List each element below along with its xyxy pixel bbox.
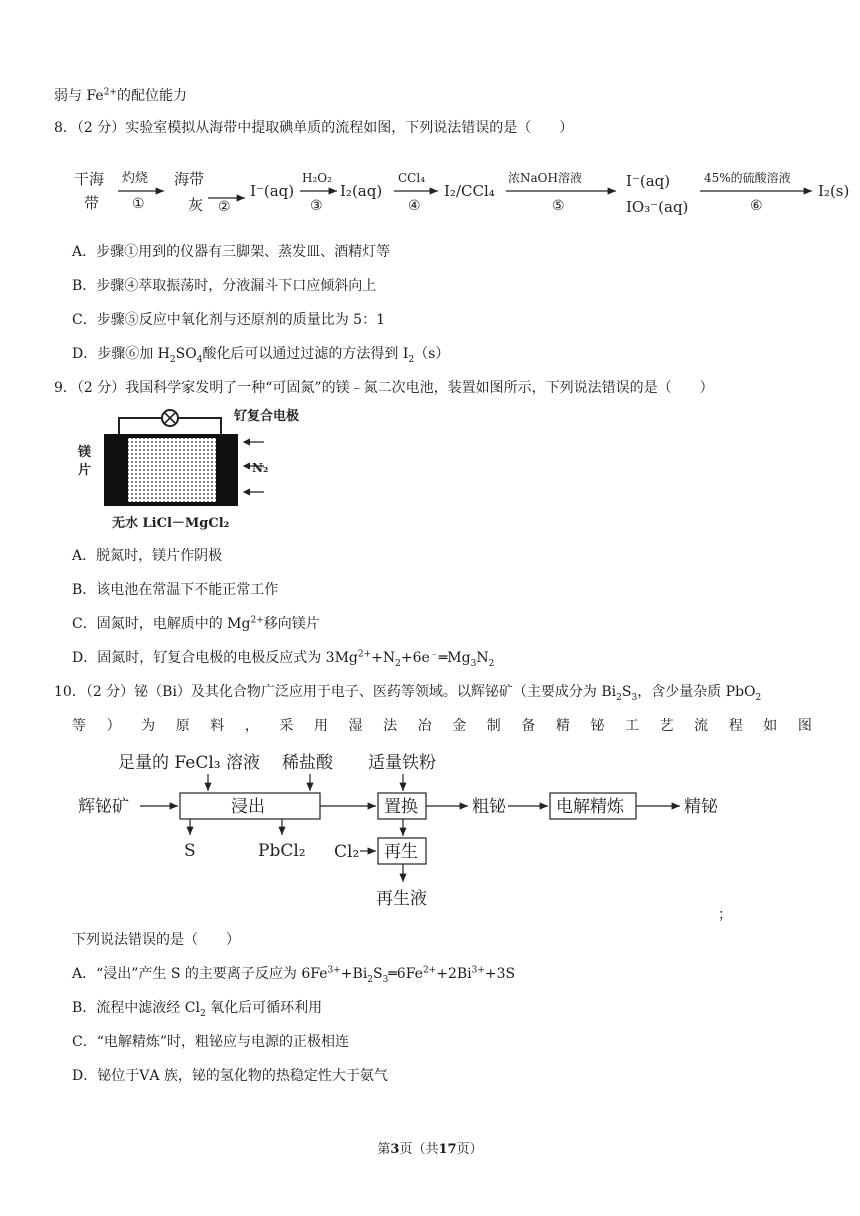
stem-word: 备 — [521, 718, 536, 734]
step6-num: ⑥ — [750, 198, 763, 214]
stem-word: 如 — [763, 718, 778, 734]
stem-word: 程 — [728, 718, 743, 734]
stem-word: 制 — [486, 718, 501, 734]
question-10-stem-1: 10．（2 分）铋（Bi）及其化合物广泛应用于电子、医药等领域。以辉铋矿（主要成分为 $Bi_2S_3$，含少量杂质 PbO$_2$ — [54, 684, 762, 703]
refine-label: 电解精炼 — [556, 797, 624, 817]
step3-num: ③ — [310, 198, 323, 214]
stem-word: 用 — [313, 718, 328, 734]
step5-num: ⑤ — [552, 198, 565, 214]
q10-option-c: C．“电解精炼”时，粗铋应与电源的正极相连 — [72, 1034, 350, 1050]
q9-option-a: A．脱氮时，镁片作阴极 — [72, 548, 223, 564]
step6-label: 45%的硫酸溶液 — [704, 171, 791, 185]
flow-iodine-aq: I₂(aq) — [340, 182, 383, 200]
q8-option-c: C．步骤⑤反应中氧化剂与还原剂的质量比为 5：1 — [72, 312, 385, 328]
regen-label: 再生 — [384, 842, 418, 862]
step1-label: 灼烧 — [122, 171, 149, 186]
iodine-extraction-flowchart — [70, 164, 860, 222]
stem-word: 等 — [72, 718, 86, 734]
stem-word: 艺 — [659, 718, 674, 734]
byproduct-pbcl2: PbCl₂ — [258, 841, 306, 861]
fine-bi: 精铋 — [684, 797, 718, 817]
step4-num: ④ — [408, 198, 421, 214]
continued-text: 弱与 $Fe^{2+}$的配位能力 — [54, 87, 187, 104]
replace-label: 置换 — [384, 797, 418, 817]
reagent-fe: 适量铁粉 — [368, 753, 436, 773]
electrolyte-label: 无水 LiCl－MgCl₂ — [112, 516, 230, 531]
leach-label: 浸出 — [231, 797, 265, 817]
step4-label: CCl₄ — [398, 171, 426, 185]
q10-option-d: D．铋位于ⅤA 族，铋的氢化物的热稳定性大于氨气 — [72, 1068, 388, 1084]
question-10-prompt: 下列说法错误的是（ ） — [72, 932, 240, 948]
stem-word: 金 — [452, 718, 467, 734]
reagent-hcl: 稀盐酸 — [282, 753, 333, 773]
stem-word: 为 — [141, 718, 156, 734]
electrolyte-region — [128, 438, 216, 502]
flow-mix-bottom: IO₃⁻(aq) — [626, 198, 689, 216]
stem-word: 法 — [383, 718, 398, 734]
step1-num: ① — [132, 196, 145, 212]
stem-word: 采 — [279, 718, 294, 734]
step3-label: H₂O₂ — [302, 171, 332, 185]
question-8-stem: 8．（2 分）实验室模拟从海带中提取碘单质的流程如图，下列说法错误的是（ ） — [54, 120, 574, 136]
mg-label-1: 镁 — [78, 445, 92, 460]
ore-label: 辉铋矿 — [78, 797, 129, 817]
flow-start-1: 干海 — [74, 170, 105, 188]
flow-mix-top: I⁻(aq) — [626, 172, 671, 190]
stem-word: 精 — [555, 718, 570, 734]
q8-option-b: B．步骤④萃取振荡时，分液漏斗下口应倾斜向上 — [72, 278, 377, 294]
stem-word: ） — [106, 718, 121, 734]
electrode-label: 钌复合电极 — [234, 409, 300, 424]
stem-word: 原 — [175, 718, 190, 734]
question-10-stem-2 — [72, 716, 812, 736]
flow-ash-1: 海带 — [174, 170, 205, 188]
q9-option-c: C．固氮时，电解质中的 $Mg^{2+}$移向镁片 — [72, 615, 320, 632]
stem-word: ， — [244, 718, 259, 734]
q10-option-b: B．流程中滤液经 $Cl_2$ 氧化后可循环利用 — [72, 1000, 323, 1019]
crude-bi: 粗铋 — [472, 797, 506, 817]
page-footer: 第3页（共17页） — [377, 1142, 483, 1157]
q9-option-d: D．固氮时，钌复合电极的电极反应式为 $3Mg^{2+}+N_2+6e^﹣═Mg_3N_2$ — [72, 649, 495, 669]
stem-word: 图 — [797, 718, 812, 734]
question-9-stem: 9．（2 分）我国科学家发明了一种“可固氮”的镁﹣氮二次电池，装置如图所示，下列说法错误的是（ ） — [54, 380, 714, 396]
q10-option-a: A．“浸出”产生 S 的主要离子反应为 $6Fe^{3+}+Bi_2S_3═6Fe^{2+}+2Bi^{3+}+3S$ — [72, 965, 516, 985]
stem-word: 冶 — [417, 718, 432, 734]
step5-label: 浓NaOH溶液 — [508, 171, 582, 185]
mg-n2-battery-diagram — [74, 404, 334, 534]
stem-word: 流 — [694, 718, 709, 734]
reagent-fecl3: 足量的 FeCl₃ 溶液 — [118, 753, 260, 773]
stem-word: 料 — [210, 718, 225, 734]
q8-option-a: A．步骤①用到的仪器有三脚架、蒸发皿、酒精灯等 — [72, 244, 391, 260]
q9-option-b: B．该电池在常温下不能正常工作 — [72, 582, 279, 598]
flow-final: I₂(s) — [818, 182, 850, 200]
byproduct-s: S — [184, 841, 196, 861]
stem-word: 铋 — [590, 718, 605, 734]
q8-option-d: D．步骤⑥加 $H_2SO_4$酸化后可以通过过滤的方法得到 $I_2(s)$ — [72, 346, 450, 365]
step2-num: ② — [218, 199, 231, 215]
cl2-label: Cl₂ — [334, 842, 360, 862]
regen-liquid: 再生液 — [376, 889, 427, 909]
flow-iodide: I⁻(aq) — [250, 182, 295, 200]
stem-word: 工 — [625, 718, 639, 734]
flow-iodine-ccl4: I₂/CCl₄ — [444, 182, 495, 200]
mg-label-2: 片 — [78, 463, 92, 478]
flow-ash-2: 灰 — [188, 196, 204, 214]
flow-start-2: 带 — [84, 194, 100, 212]
stem-word: 湿 — [348, 718, 363, 734]
gas-label: N₂ — [252, 461, 269, 475]
stem-end-mark: ； — [718, 907, 732, 923]
bismuth-process-flowchart — [78, 748, 758, 916]
